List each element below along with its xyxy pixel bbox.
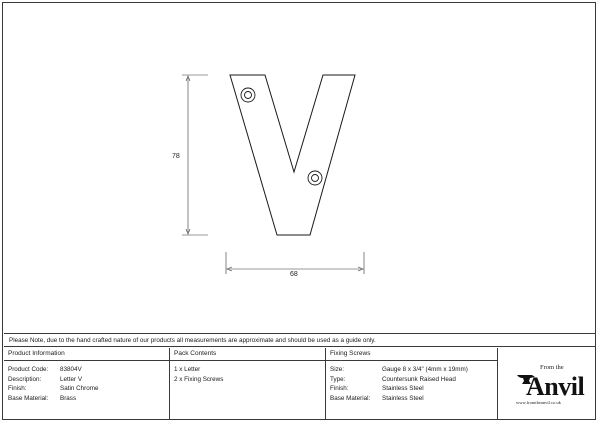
screw-hole-bottom-icon xyxy=(308,171,322,185)
row-value: Letter V xyxy=(60,375,83,383)
screw-hole-top-icon xyxy=(241,88,255,102)
finish-row xyxy=(8,384,169,394)
row-value: Stainless Steel xyxy=(382,385,424,393)
row-value: Stainless Steel xyxy=(382,394,424,402)
logo-tagline: From the xyxy=(540,364,564,371)
disclaimer-note: Please Note, due to the hand crafted nature of our products all measurements are approximate and should be used as a guide only. xyxy=(4,333,596,347)
width-dimension-label: 68 xyxy=(290,271,298,278)
row-label: Size: xyxy=(330,366,344,373)
row-label: Product Code: xyxy=(8,366,49,373)
row-label: Type: xyxy=(330,375,346,383)
row-label: Finish: xyxy=(330,385,349,393)
from-the-anvil-logo xyxy=(508,358,593,414)
logo-url: www.fromtheanvil.co.uk xyxy=(516,400,561,405)
screw-finish-row xyxy=(330,384,497,394)
pack-contents-section xyxy=(170,348,326,420)
row-value: Countersunk Raised Head xyxy=(382,375,456,383)
info-table xyxy=(4,348,596,420)
logo-brand: Anvil xyxy=(526,372,585,401)
product-information-section xyxy=(4,348,170,420)
row-label: Base Material: xyxy=(8,394,49,402)
screw-base-material-row xyxy=(330,394,497,404)
pack-item: 1 x Letter xyxy=(174,366,201,373)
row-value: 83804V xyxy=(60,366,82,373)
screw-type-row xyxy=(330,375,497,385)
product-code-row xyxy=(8,365,169,375)
brand-logo-section xyxy=(498,348,596,420)
pack-contents-heading: Pack Contents xyxy=(170,348,325,361)
screw-size-row xyxy=(330,365,497,375)
row-value: Satin Chrome xyxy=(60,385,99,393)
height-dimension-label: 78 xyxy=(172,153,180,160)
height-dimension xyxy=(182,75,208,235)
row-label: Finish: xyxy=(8,385,27,393)
description-row xyxy=(8,375,169,385)
letter-v-outline xyxy=(230,75,355,235)
row-value: Gauge 8 x 3/4" (4mm x 19mm) xyxy=(382,366,468,373)
fixing-screws-heading: Fixing Screws xyxy=(326,348,497,361)
pack-item: 2 x Fixing Screws xyxy=(174,375,224,383)
fixing-screws-section xyxy=(326,348,498,420)
base-material-row xyxy=(8,394,169,404)
product-information-heading: Product Information xyxy=(4,348,169,361)
row-value: Brass xyxy=(60,394,77,402)
row-label: Description: xyxy=(8,375,42,383)
row-label: Base Material: xyxy=(330,394,371,402)
